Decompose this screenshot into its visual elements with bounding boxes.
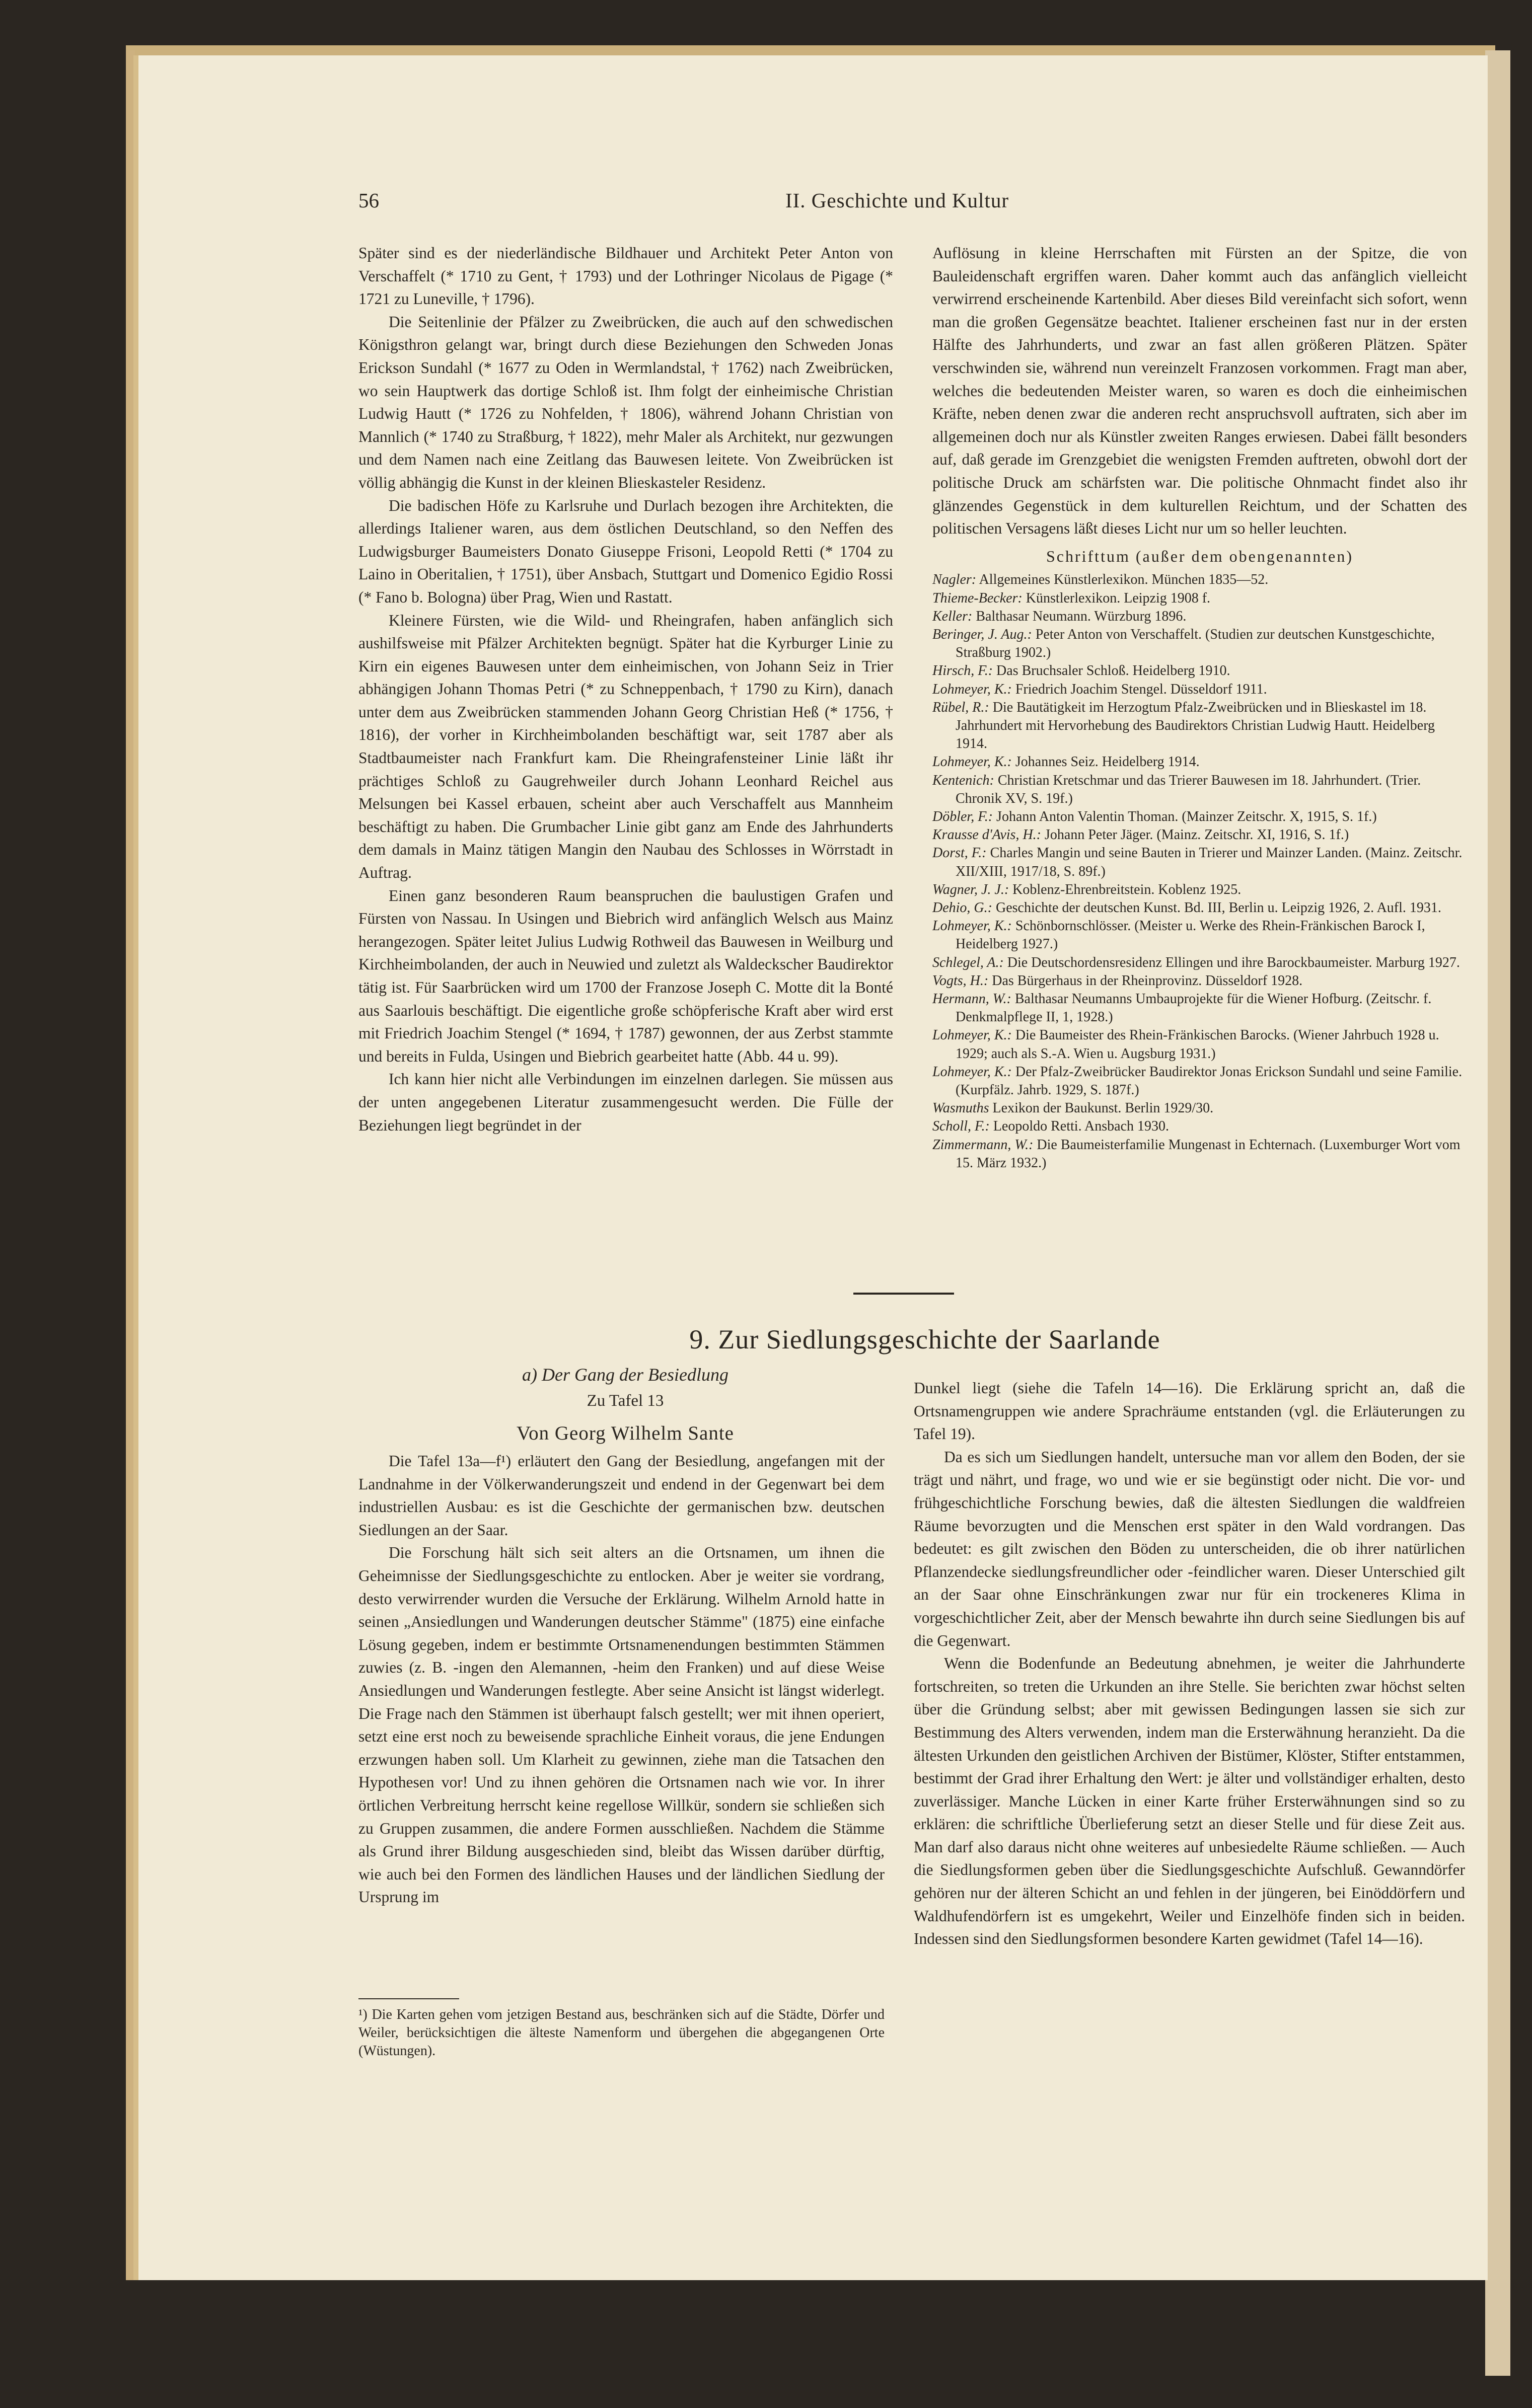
- literature-author: Hermann, W.:: [932, 991, 1011, 1007]
- literature-author: Wasmuths: [932, 1100, 989, 1116]
- literature-title: Die Bautätigkeit im Herzogtum Pfalz-Zweibrücken und in Blieskastel im 18. Jahrhundert mit Hervorhebung des Baudirektors Christian Ludwig Hautt. Heidelberg 1914.: [956, 699, 1435, 752]
- page-number: 56: [358, 189, 379, 212]
- literature-title: Künstlerlexikon. Leipzig 1908 f.: [1022, 590, 1211, 606]
- literature-title: Friedrich Joachim Stengel. Düsseldorf 1911.: [1011, 681, 1267, 697]
- literature-title: Der Pfalz-Zweibrücker Baudirektor Jonas Erickson Sundahl und seine Familie. (Kurpfälz. Jahrb. 1929, S. 187f.): [956, 1064, 1463, 1098]
- literature-author: Rübel, R.:: [932, 699, 989, 715]
- literature-entry: [932, 972, 1467, 990]
- literature-entry: [932, 571, 1467, 589]
- paragraph: Da es sich um Siedlungen handelt, untersuche man vor allem den Boden, der sie trägt und nährt, und frage, wo und wie er sie begünstigt oder nicht. Die vor- und frühgeschichtliche Forschung bewies, daß die ältesten Siedlungen die waldfreien Räume bevorzugten und die Menschen erst später in den Wald vordrangen. Das bedeutet: es gilt zwischen den Böden zu unterscheiden, die ob ihrer natürlichen Pflanzendecke siedlungsfreundlicher oder -feindlicher waren. Dieser Unterschied gilt an der Saar ohne Einschränkungen zwar nur für ein trockeneres Klima in vorgeschichtlicher Zeit, aber der Mensch bewahrte ihn durch seine Siedlungen bis auf die Gegenwart.: [914, 1448, 1465, 1649]
- footnote-rule: [358, 1998, 459, 1999]
- literature-author: Thieme-Becker:: [932, 590, 1023, 606]
- literature-author: Schlegel, A.:: [932, 954, 1004, 970]
- section-title: 9. Zur Siedlungsgeschichte der Saarlande: [689, 1324, 1160, 1354]
- paragraph: Die Tafel 13a—f¹) erläutert den Gang der Besiedlung, angefangen mit der Landnahme in der Völkerwanderungszeit und endend in der Gegenwart bei dem industriellen Ausbau: es ist die Geschichte der germanischen bzw. deutschen Siedlungen an der Saar.: [358, 1452, 885, 1539]
- literature-author: Wagner, J. J.:: [932, 881, 1009, 897]
- literature-entry: [932, 881, 1467, 899]
- literature-entry: [932, 1117, 1467, 1136]
- literature-entry: [932, 699, 1467, 754]
- plate-reference: Zu Tafel 13: [587, 1392, 664, 1410]
- paragraph: Die badischen Höfe zu Karlsruhe und Durlach bezogen ihre Architekten, die allerdings Italiener waren, aus dem östlichen Deutschland, so den Neffen des Ludwigsburger Baumeisters Donato Giuseppe Frisoni, Leopold Retti (* 1704 zu Laino in Oberitalien, † 1751), über Ansbach, Stuttgart und Domenico Egidio Rossi (* Fano b. Bologna) über Prag, Wien und Rastatt.: [358, 496, 893, 606]
- literature-entry: [932, 826, 1467, 844]
- literature-entry: [932, 990, 1467, 1026]
- literature-author: Lohmeyer, K.:: [932, 1064, 1012, 1080]
- literature-title: Die Baumeister des Rhein-Fränkischen Barocks. (Wiener Jahrbuch 1928 u. 1929; auch als S.-A. Wien u. Augsburg 1931.): [956, 1027, 1439, 1062]
- paragraph: Ich kann hier nicht alle Verbindungen im einzelnen darlegen. Sie müssen aus der unten angegebenen Literatur zusammengesucht werden. Die Fülle der Beziehungen liegt begründet in der: [358, 1070, 893, 1134]
- literature-title: Peter Anton von Verschaffelt. (Studien zur deutschen Kunstgeschichte, Straßburg 1902.): [956, 626, 1435, 661]
- literature-author: Dorst, F.:: [932, 845, 987, 861]
- literature-author: Zimmermann, W.:: [932, 1137, 1034, 1153]
- literature-entry: [932, 1063, 1467, 1099]
- literature-entry: [932, 772, 1467, 808]
- literature-author: Döbler, F.:: [932, 808, 993, 824]
- literature-title: Das Bruchsaler Schloß. Heidelberg 1910.: [993, 663, 1230, 679]
- literature-author: Scholl, F.:: [932, 1118, 990, 1135]
- literature-entry: [932, 899, 1467, 917]
- literature-author: Hirsch, F.:: [932, 663, 993, 679]
- left-column-top: [358, 242, 893, 1137]
- literature-title: Charles Mangin und seine Bauten in Trierer und Mainzer Landen. (Mainz. Zeitschr. XII/XIII, 1917/18, S. 89f.): [956, 845, 1463, 879]
- literature-author: Lohmeyer, K.:: [932, 754, 1012, 770]
- literature-title: Christian Kretschmar und das Trierer Bauwesen im 18. Jahrhundert. (Trier. Chronik XV, S. 19f.): [956, 772, 1421, 806]
- literature-title: Lexikon der Baukunst. Berlin 1929/30.: [989, 1100, 1214, 1116]
- literature-entry: [932, 1136, 1467, 1172]
- literature-title: Johann Peter Jäger. (Mainz. Zeitschr. XI, 1916, S. 1f.): [1041, 827, 1349, 843]
- literature-entry: [932, 626, 1467, 662]
- paragraph: Auflösung in kleine Herrschaften mit Fürsten an der Spitze, die von Bauleidenschaft ergriffen waren. Daher kommt auch das anfänglich vielleicht verwirrend erscheinende Kartenbild. Aber dieses Bild vereinfacht sich sofort, wenn man die großen Gegensätze beachtet. Italiener erscheinen fast nur in der ersten Hälfte des Jahrhunderts, und zwar an fast allen größeren Plätzen. Später verschwinden sie, während nun vereinzelt Franzosen vorkommen. Fragt man aber, welches die bedeutenden Meister waren, so waren es doch die einheimischen Kräfte, neben denen zwar die anderen recht anspruchsvoll auftraten, sich aber im allgemeinen doch nur als Künstler zweiten Ranges erwiesen. Dabei fällt besonders auf, daß gerade im Grenzgebiet die wenigsten Fremden auftreten, obwohl dort der politische Druck am schärfsten war. Die politische Ohnmacht findet also ihr glänzendes Gegenstück in dem kulturellen Reichtum, und der Schatten des politischen Versagens läßt dieses Licht nur um so heller leuchten.: [932, 244, 1467, 538]
- literature-entry: [932, 753, 1467, 771]
- left-column-bottom: [358, 1450, 885, 1909]
- paragraph: Dunkel liegt (siehe die Tafeln 14—16). Die Erklärung spricht an, daß die Ortsnamengruppen wie andere Sprachräume entstanden (vgl. die Erläuterungen zu Tafel 19).: [914, 1379, 1465, 1443]
- literature-title: Johannes Seiz. Heidelberg 1914.: [1011, 754, 1200, 770]
- section-divider: [853, 1293, 954, 1295]
- section-author: Von Georg Wilhelm Sante: [517, 1422, 734, 1444]
- paragraph: Einen ganz besonderen Raum beanspruchen die baulustigen Grafen und Fürsten von Nassau. In Usingen und Biebrich wird anfänglich Welsch aus Mainz herangezogen. Später leitet Julius Ludwig Rothweil das Bauwesen in Weilburg und Kirchheimbolanden, der auch in Neuwied und zuletzt als Waldeckscher Baudirektor tätig ist. Für Saarbrücken wird um 1700 der Franzose Joseph C. Motte dit la Bonté aus Saarlouis beschäftigt. Die eigentliche große schöpferische Kraft aber wird erst mit Friedrich Joachim Stengel (* 1694, † 1787) gewonnen, der aus Zerbst stammte und bereits in Fulda, Usingen und Biebrich gearbeitet hatte (Abb. 44 u. 99).: [358, 886, 893, 1065]
- literature-entry: [932, 681, 1467, 699]
- literature-title: Allgemeines Künstlerlexikon. München 1835—52.: [976, 572, 1269, 588]
- literature-entry: [932, 808, 1467, 826]
- literature-entry: [932, 608, 1467, 626]
- right-column-top: [932, 242, 1467, 1172]
- paragraph: Die Seitenlinie der Pfälzer zu Zweibrücken, die auch auf den schwedischen Königsthron gelangt war, bringt durch diese Beziehungen den Schweden Jonas Erickson Sundahl (* 1677 zu Oden in Wermlandstal, † 1762) nach Zweibrücken, wo sein Hauptwerk das dortige Schloß ist. Ihm folgt der einheimische Christian Ludwig Hautt (* 1726 zu Nohfelden, † 1806), während Johann Christian von Mannlich (* 1740 zu Straßburg, † 1822), mehr Maler als Architekt, nur gezwungen und dem Namen nach eine Zeitlang das Bauwesen leitete. Von Zweibrücken ist völlig abhängig die Kunst in der kleinen Blieskasteler Residenz.: [358, 313, 893, 491]
- paragraph: Die Forschung hält sich seit alters an die Ortsnamen, um ihnen die Geheimnisse der Siedlungsgeschichte zu entlocken. Aber je weiter sie vordrang, desto verwirrender wurden die Versuche der Erklärung. Wilhelm Arnold hatte in seinen „Ansiedlungen und Wanderungen deutscher Stämme" (1875) eine einfache Lösung gegeben, indem er bestimmte Ortsnamenendungen bestimmten Stämmen zuwies (z. B. -ingen den Alemannen, -heim den Franken) und auf diese Weise Ansiedlungen und Wanderungen festlegte. Aber seine Ansicht ist längst widerlegt. Die Frage nach den Stämmen ist überhaupt falsch gestellt; wer mit ihnen operiert, setzt eine erst noch zu beweisende sprachliche Einheit voraus, die jene Endungen erzwungen haben soll. Um Klarheit zu gewinnen, ziehe man die Tatsachen den Hypothesen vor! Und zu ihnen gehören die Ortsnamen nach wie vor. In ihrer örtlichen Verbreitung herrscht keine regellose Willkür, sondern sie schließen sich zu Gruppen zusammen, die andere Formen ausschließen. Nachdem die Stämme als Grund ihrer Bildung ausgeschieden sind, bleibt das Wissen darüber dürftig, wie auch bei den Formen des ländlichen Hauses und der ländlichen Siedlung der Ursprung im: [358, 1544, 885, 1906]
- literature-entry: [932, 917, 1467, 953]
- literature-entry: [932, 954, 1467, 972]
- literature-title: Die Baumeisterfamilie Mungenast in Echternach. (Luxemburger Wort vom 15. März 1932.): [956, 1137, 1461, 1171]
- literature-list: [932, 571, 1467, 1172]
- literature-author: Lohmeyer, K.:: [932, 681, 1012, 697]
- literature-title: Geschichte der deutschen Kunst. Bd. III, Berlin u. Leipzig 1926, 2. Aufl. 1931.: [992, 899, 1441, 916]
- literature-entry: [932, 662, 1467, 680]
- literature-author: Krausse d'Avis, H.:: [932, 827, 1041, 843]
- literature-title: Balthasar Neumanns Umbauprojekte für die Wiener Hofburg. (Zeitschr. f. Denkmalpflege II, 1, 1928.): [956, 991, 1432, 1025]
- literature-entry: [932, 844, 1467, 880]
- literature-title: Koblenz-Ehrenbreitstein. Koblenz 1925.: [1009, 881, 1242, 897]
- right-column-bottom: [914, 1377, 1465, 1950]
- literature-title: Schönbornschlösser. (Meister u. Werke des Rhein-Fränkischen Barock I, Heidelberg 1927.): [956, 918, 1425, 952]
- spacer: [932, 540, 1467, 545]
- literature-heading: Schrifttum (außer dem obengenannten): [1046, 547, 1354, 565]
- literature-author: Dehio, G.:: [932, 899, 992, 916]
- literature-entry: [932, 1026, 1467, 1063]
- literature-author: Beringer, J. Aug.:: [932, 626, 1032, 642]
- running-title: II. Geschichte und Kultur: [785, 189, 1009, 212]
- literature-title: Die Deutschordensresidenz Ellingen und ihre Barockbaumeister. Marburg 1927.: [1003, 954, 1460, 970]
- subsection-title: a) Der Gang der Besiedlung: [522, 1365, 728, 1385]
- paragraph: Wenn die Bodenfunde an Bedeutung abnehmen, je weiter die Jahrhunderte fortschreiten, so treten die Urkunden an ihre Stelle. Sie berichten zwar höchst selten über die Gründung selbst; aber mit gewissen Bedingungen lassen sie sich zur Bestimmung des Alters verwenden, indem man die Ersterwähnung heranzieht. Da die ältesten Urkunden den geistlichen Archiven der Bistümer, Klöster, Stifter entstammen, bestimmt der Grad ihrer Erhaltung den Wert: je älter und vollständiger erhalten, desto zuverlässiger. Manche Lücken in einer Karte früher Ersterwähnungen sind so zu erklären: die schriftliche Überlieferung setzt an dieser Stelle und für diese Zeit aus. Man darf also daraus nicht ohne weiteres auf unbesiedelte Räume schließen. — Auch die Siedlungsformen geben über die Siedlungsgeschichte Aufschluß. Gewanndörfer gehören nur der älteren Schicht an und fehlen in der jüngeren, bei Einöddörfern und Waldhufendörfern ist es umgekehrt, Weiler und Einzelhöfe finden sich in beiden. Indessen sind den Siedlungsformen besondere Karten gewidmet (Tafel 14—16).: [914, 1654, 1465, 1948]
- footnote: ¹) Die Karten gehen vom jetzigen Bestand aus, beschränken sich auf die Städte, Dörfer und Weiler, berücksichtigen die älteste Namenform und übergehen die abgegangenen Orte (Wüstungen).: [358, 2007, 885, 2059]
- literature-entry: [932, 589, 1467, 608]
- literature-title: Das Bürgerhaus in der Rheinprovinz. Düsseldorf 1928.: [988, 972, 1303, 989]
- literature-author: Vogts, H.:: [932, 972, 989, 989]
- literature-author: Kentenich:: [932, 772, 994, 788]
- book-edge-right: [1485, 50, 1510, 2376]
- literature-author: Lohmeyer, K.:: [932, 1027, 1012, 1043]
- literature-author: Nagler:: [932, 572, 977, 588]
- literature-title: Leopoldo Retti. Ansbach 1930.: [989, 1118, 1169, 1135]
- paragraph: Später sind es der niederländische Bildhauer und Architekt Peter Anton von Verschaffelt (* 1710 zu Gent, † 1793) und der Lothringer Nicolaus de Pigage (* 1721 zu Luneville, † 1796).: [358, 244, 893, 308]
- literature-author: Keller:: [932, 608, 973, 624]
- paragraph: Kleinere Fürsten, wie die Wild- und Rheingrafen, haben anfänglich sich aushilfsweise mit Pfälzer Architekten begnügt. Später hat die Kyrburger Linie zu Kirn ein eigenes Bauwesen unter dem einheimischen, von Johann Seiz in Trier abhängigen Johann Thomas Petri (* zu Schneppenbach, † 1790 zu Kirn), danach unter dem aus Zweibrücken stammenden Johann Georg Christian Heß (* 1756, † 1816), der vorher in Kirchheimbolanden beschäftigt war, seit 1787 aber als Stadtbaumeister nach Frankfurt kam. Die Rheingrafensteiner Linie läßt ihr prächtiges Schloß zu Gaugrehweiler durch Johann Leonhard Reichel aus Melsungen bei Kassel erbauen, scheint aber auch Verschaffelt aus Mannheim beschäftigt zu haben. Die Grumbacher Linie gibt ganz am Ende des Jahrhunderts dem damals in Mainz tätigen Mangin den Naubau des Schlosses in Wörrstadt in Auftrag.: [358, 611, 893, 882]
- literature-title: Johann Anton Valentin Thoman. (Mainzer Zeitschr. X, 1915, S. 1f.): [993, 808, 1377, 824]
- literature-title: Balthasar Neumann. Würzburg 1896.: [972, 608, 1187, 624]
- literature-author: Lohmeyer, K.:: [932, 918, 1012, 934]
- literature-entry: [932, 1099, 1467, 1117]
